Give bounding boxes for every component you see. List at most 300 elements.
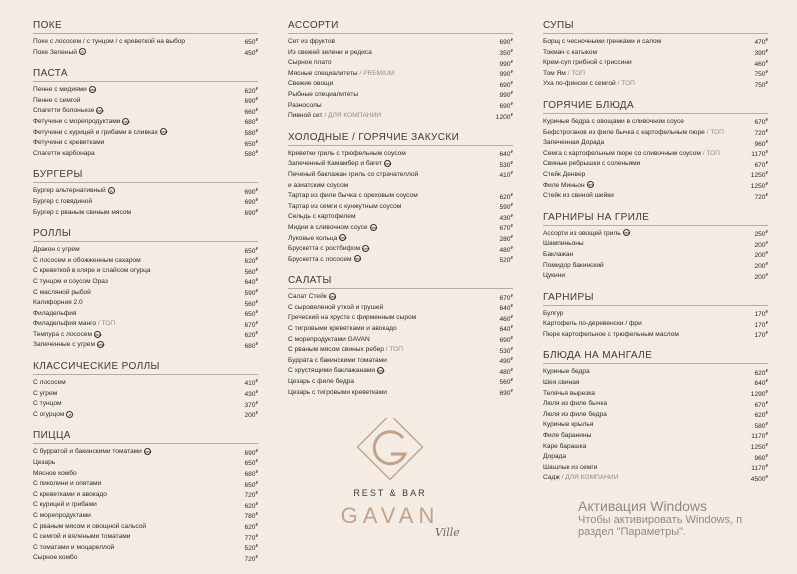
currency-sign: ₽ — [510, 233, 513, 239]
currency-sign: ₽ — [510, 244, 513, 250]
item-name-wrap — [288, 191, 483, 202]
vegan-icon: ⊘ — [66, 411, 73, 418]
currency-sign: ₽ — [510, 202, 513, 208]
item-name-wrap — [33, 186, 228, 197]
item-name: Рыбные специалитеты — [288, 90, 359, 98]
item-name-wrap — [33, 522, 228, 533]
section-title: РОЛЛЫ — [33, 228, 258, 242]
item-price — [228, 46, 258, 60]
currency-sign: ₽ — [765, 149, 768, 155]
currency-sign: ₽ — [765, 309, 768, 315]
item-name: С тигровыми креветками и авокадо — [288, 325, 397, 333]
price-value: 690 — [499, 390, 511, 398]
item-name-wrap — [288, 303, 483, 314]
currency-sign: ₽ — [255, 106, 258, 112]
item-name-wrap — [543, 261, 738, 272]
item-price — [738, 328, 768, 342]
item-name-wrap — [543, 309, 738, 320]
currency-sign: ₽ — [255, 500, 258, 506]
currency-sign: ₽ — [765, 319, 768, 325]
menu-item — [288, 159, 513, 170]
item-name: С морепродуктами — [33, 512, 91, 519]
item-name: и азиатским соусом — [288, 181, 349, 189]
menu-item — [288, 388, 513, 399]
item-name: Мясное комбо — [33, 469, 77, 477]
item-price — [228, 552, 258, 566]
item-name-wrap — [33, 410, 228, 421]
menu-item — [33, 399, 258, 410]
menu-item — [33, 511, 258, 522]
price-value: 200 — [754, 263, 766, 271]
item-name-wrap — [288, 335, 483, 346]
item-name-wrap — [288, 79, 483, 90]
item-name-wrap — [543, 58, 738, 69]
item-name-wrap — [543, 389, 738, 400]
watermark-line: раздел "Параметры". — [578, 526, 687, 538]
menu-item — [33, 256, 258, 267]
new-badge-icon: new — [587, 183, 595, 188]
currency-sign: ₽ — [765, 260, 768, 266]
menu-item — [33, 532, 258, 543]
currency-sign: ₽ — [255, 319, 258, 325]
price-value: 580 — [754, 423, 766, 431]
item-name: С томатами и моцареллой — [33, 543, 115, 551]
price-value: 430 — [244, 391, 256, 399]
item-name: Свежие овощи — [288, 80, 334, 88]
currency-sign: ₽ — [255, 85, 258, 91]
price-value: 1170 — [751, 151, 766, 159]
item-name-wrap — [543, 367, 738, 378]
item-name: Сет из фруктов — [288, 38, 335, 45]
price-value: 690 — [244, 199, 256, 207]
menu-item — [33, 186, 258, 197]
menu-item — [33, 543, 258, 554]
item-name: С пиколини и опятами — [33, 480, 102, 488]
item-name-wrap — [288, 181, 483, 192]
item-name-wrap — [543, 37, 738, 48]
menu-item — [33, 458, 258, 469]
menu-item — [543, 149, 768, 160]
menu-item — [543, 431, 768, 442]
item-name: Темпура с лососем — [33, 330, 93, 338]
new-badge-icon: new — [98, 343, 105, 348]
vegan-icon: ⊘ — [79, 48, 86, 55]
item-name: С сыровяленой уткой и грушей — [288, 303, 384, 311]
watermark-title: Активация Windows — [578, 498, 708, 514]
menu-item — [543, 79, 768, 90]
currency-sign: ₽ — [255, 277, 258, 283]
menu-item — [288, 356, 513, 367]
item-name-wrap — [33, 479, 228, 490]
item-name: Цезарь с филе бедра — [288, 378, 355, 386]
currency-sign: ₽ — [510, 37, 513, 43]
menu-item — [543, 319, 768, 330]
item-name-wrap — [543, 452, 738, 463]
currency-sign: ₽ — [255, 479, 258, 485]
new-badge-icon: new — [95, 332, 102, 337]
price-value: 640 — [499, 305, 511, 313]
currency-sign: ₽ — [510, 345, 513, 351]
item-name-wrap — [288, 345, 483, 356]
price-value: 4500 — [750, 476, 766, 483]
item-name-wrap — [33, 256, 228, 267]
item-name: С креветками и авокадо — [33, 490, 107, 498]
item-price — [483, 110, 513, 124]
item-tag: / ТОП — [615, 80, 635, 88]
item-name: Сырное плато — [288, 59, 332, 67]
currency-sign: ₽ — [765, 239, 768, 245]
currency-sign: ₽ — [510, 223, 513, 229]
menu-item — [288, 37, 513, 48]
item-tag: / ТОП — [704, 128, 724, 136]
menu-item — [33, 48, 258, 59]
item-name: Сельдь с картофелем — [288, 213, 356, 221]
price-value: 350 — [499, 50, 511, 58]
price-value: 720 — [244, 492, 256, 500]
currency-sign: ₽ — [255, 522, 258, 527]
item-name-wrap — [33, 277, 228, 288]
section-title: ГАРНИРЫ НА ГРИЛЕ — [543, 212, 768, 226]
item-name-wrap — [288, 244, 483, 255]
menu-item — [33, 330, 258, 341]
price-value: 530 — [499, 347, 511, 355]
price-value: 750 — [754, 71, 766, 79]
vegan-icon: ⊘ — [108, 187, 115, 194]
item-name-wrap — [288, 223, 483, 234]
item-name: Люля из филе бедра — [543, 410, 607, 418]
logo-script: Ville — [435, 526, 460, 539]
item-name: Куриные крылья — [543, 421, 594, 429]
price-value: 460 — [754, 60, 766, 68]
currency-sign: ₽ — [255, 256, 258, 262]
menu-item — [543, 128, 768, 139]
currency-sign: ₽ — [765, 48, 768, 53]
item-tag: / ТОП — [565, 69, 585, 77]
menu-item — [288, 345, 513, 356]
item-tag: / ДЛЯ КОМПАНИИ — [322, 112, 382, 120]
price-value: 720 — [754, 130, 766, 138]
item-name-wrap — [288, 202, 483, 213]
item-name-wrap — [288, 377, 483, 388]
price-value: 720 — [244, 555, 256, 563]
currency-sign: ₽ — [510, 111, 513, 117]
menu-item — [33, 490, 258, 501]
item-name: С лососем — [33, 379, 66, 387]
currency-sign: ₽ — [255, 490, 258, 496]
item-name: Борщ с чесночными гренками и салом — [543, 38, 662, 45]
item-name-wrap — [543, 271, 738, 282]
menu-item — [543, 138, 768, 149]
item-name-wrap — [288, 58, 483, 69]
menu-item — [543, 367, 768, 378]
price-value: 560 — [244, 268, 256, 276]
currency-sign: ₽ — [255, 245, 258, 251]
menu-item — [543, 399, 768, 410]
item-name: Уха по-фински с семгой — [543, 80, 616, 88]
item-name-wrap — [33, 266, 228, 277]
menu-item — [33, 208, 258, 219]
price-value: 690 — [499, 337, 511, 345]
item-name-wrap — [288, 313, 483, 324]
currency-sign: ₽ — [765, 180, 768, 186]
item-name-wrap — [33, 149, 228, 160]
price-value: 690 — [499, 103, 511, 111]
item-price — [483, 253, 513, 267]
item-price — [228, 206, 258, 220]
price-value: 680 — [244, 119, 256, 127]
item-name: Шашлык из семги — [543, 463, 598, 471]
new-badge-icon: new — [97, 109, 104, 114]
item-name-wrap — [33, 288, 228, 299]
price-value: 1250 — [750, 172, 766, 180]
menu-item — [543, 170, 768, 181]
menu-item — [543, 48, 768, 59]
new-badge-icon: new — [384, 162, 392, 167]
menu-item — [33, 138, 258, 149]
item-name: Том Ям — [543, 69, 566, 77]
menu-section — [288, 275, 513, 398]
item-name-wrap — [33, 543, 228, 554]
item-name-wrap — [288, 255, 483, 266]
menu-item — [543, 261, 768, 272]
item-price — [483, 168, 513, 182]
currency-sign: ₽ — [510, 100, 513, 106]
price-value: 1250 — [750, 183, 766, 191]
currency-sign: ₽ — [765, 69, 768, 75]
menu-section — [288, 132, 513, 266]
menu-item — [33, 500, 258, 511]
item-name: Фетучини с креветками — [33, 139, 105, 147]
price-value: 560 — [244, 300, 256, 308]
item-name: С рваным мясом и овощной сальсой — [33, 522, 147, 530]
price-value: 620 — [754, 370, 766, 378]
menu-item — [288, 202, 513, 213]
price-value: 690 — [499, 81, 511, 89]
item-price — [738, 270, 768, 284]
menu-item — [33, 479, 258, 490]
currency-sign: ₽ — [510, 212, 513, 218]
currency-sign: ₽ — [255, 96, 258, 102]
menu-item — [288, 90, 513, 101]
currency-sign: ₽ — [510, 159, 513, 165]
item-name: С хрустящими баклажанами — [288, 367, 376, 375]
menu-item — [288, 212, 513, 223]
section-title: БУРГЕРЫ — [33, 169, 258, 183]
price-value: 200 — [754, 252, 766, 260]
price-value: 640 — [499, 326, 511, 334]
item-name: Помидор бакинский — [543, 261, 604, 269]
price-value: 590 — [244, 290, 256, 298]
menu-item — [33, 128, 258, 139]
price-value: 650 — [244, 140, 256, 148]
item-name: Поке с лососем / с тунцом / с креветкой на выбор — [33, 38, 186, 45]
item-name-wrap — [543, 473, 738, 484]
price-value: 690 — [244, 210, 256, 218]
item-name: Токмач с катыком — [543, 48, 597, 56]
currency-sign: ₽ — [510, 292, 513, 298]
price-value: 480 — [499, 369, 511, 377]
currency-sign: ₽ — [765, 159, 768, 165]
price-value: 450 — [244, 50, 256, 58]
item-name-wrap — [33, 85, 228, 96]
menu-item — [33, 553, 258, 564]
item-name: Семга с картофельным пюре со сливочным соусом — [543, 149, 701, 157]
menu-item — [543, 250, 768, 261]
item-name: Шампиньоны — [543, 240, 584, 248]
currency-sign: ₽ — [255, 287, 258, 293]
menu-item — [543, 410, 768, 421]
menu-item — [543, 389, 768, 400]
item-name-wrap — [33, 490, 228, 501]
currency-sign: ₽ — [765, 367, 768, 373]
price-value: 960 — [754, 454, 766, 462]
menu-item — [288, 223, 513, 234]
item-name-wrap — [33, 340, 228, 351]
item-name: Мясные специалитеты — [288, 69, 358, 77]
logo-subtitle: REST & BAR — [353, 488, 427, 498]
menu-item — [33, 410, 258, 421]
menu-item — [543, 239, 768, 250]
section-title: КЛАССИЧЕСКИЕ РОЛЛЫ — [33, 361, 258, 375]
menu-item — [288, 255, 513, 266]
price-value: 650 — [244, 39, 256, 47]
item-name-wrap — [288, 366, 483, 377]
menu-section — [33, 68, 258, 159]
item-name: Ассорти из овощей гриль — [543, 229, 621, 237]
new-badge-icon: new — [623, 231, 631, 236]
price-value: 620 — [244, 332, 256, 340]
price-value: 170 — [754, 321, 766, 329]
menu-item — [543, 420, 768, 431]
price-value: 670 — [499, 225, 511, 233]
price-value: 680 — [244, 343, 256, 351]
menu-section — [33, 169, 258, 218]
price-value: 670 — [754, 401, 766, 409]
item-name-wrap — [33, 309, 228, 320]
price-value: 1200 — [495, 113, 511, 121]
menu-item — [33, 522, 258, 533]
item-name-wrap — [543, 442, 738, 453]
item-name-wrap — [543, 250, 738, 261]
price-value: 410 — [499, 172, 511, 180]
currency-sign: ₽ — [765, 138, 768, 144]
item-name-wrap — [288, 324, 483, 335]
section-title: ГАРНИРЫ — [543, 292, 768, 306]
menu-item — [288, 366, 513, 377]
item-name-wrap — [543, 117, 738, 128]
currency-sign: ₽ — [510, 377, 513, 383]
item-name-wrap — [288, 69, 483, 80]
section-title: ПАСТА — [33, 68, 258, 82]
menu-section — [33, 430, 258, 564]
currency-sign: ₽ — [255, 149, 258, 155]
menu-item — [33, 277, 258, 288]
menu-column-left — [33, 20, 258, 574]
menu-item — [543, 452, 768, 463]
item-name-wrap — [543, 159, 738, 170]
item-name: Стейк из свиной шейки — [543, 192, 614, 200]
price-value: 1250 — [750, 444, 766, 452]
item-name: Буррата с бакинскими томатами — [288, 356, 387, 364]
item-name: Дорада — [543, 453, 567, 461]
item-name: Креветки гриль с трюфельным соусом — [288, 149, 406, 157]
item-name: С семгой и вялеными томатами — [33, 533, 131, 541]
price-value: 200 — [244, 412, 256, 420]
currency-sign: ₽ — [765, 410, 768, 416]
item-name-wrap — [33, 197, 228, 208]
menu-item — [288, 303, 513, 314]
new-badge-icon: new — [144, 450, 152, 455]
menu-section — [33, 228, 258, 351]
currency-sign: ₽ — [510, 255, 513, 261]
currency-sign: ₽ — [255, 197, 258, 203]
item-name: Спагетти болоньезе — [33, 107, 95, 115]
item-name: Пивной сет — [288, 112, 323, 120]
menu-item — [543, 191, 768, 202]
price-value: 750 — [754, 81, 766, 89]
item-name-wrap — [288, 48, 483, 59]
menu-item — [33, 309, 258, 320]
menu-column-right — [543, 20, 768, 494]
item-name: Сырное комбо — [33, 554, 78, 562]
menu-item — [543, 473, 768, 484]
new-badge-icon: new — [363, 246, 370, 251]
currency-sign: ₽ — [510, 90, 513, 96]
new-badge-icon: new — [123, 119, 130, 124]
item-tag: / ТОП — [700, 149, 720, 157]
currency-sign: ₽ — [255, 298, 258, 304]
item-name-wrap — [33, 389, 228, 400]
item-name-wrap — [288, 90, 483, 101]
currency-sign: ₽ — [510, 313, 513, 319]
currency-sign: ₽ — [510, 48, 513, 53]
item-name: Калифорния 2.0 — [33, 299, 83, 307]
new-badge-icon: new — [378, 369, 385, 374]
price-value: 650 — [244, 460, 256, 468]
price-value: 480 — [499, 246, 511, 254]
price-value: 390 — [754, 50, 766, 58]
price-value: 170 — [754, 311, 766, 319]
price-value: 690 — [499, 39, 511, 47]
item-name-wrap — [33, 319, 228, 330]
item-name: Греческий на хрусте с фирменным сыром — [288, 314, 417, 322]
price-value: 640 — [754, 380, 766, 388]
currency-sign: ₽ — [255, 207, 258, 213]
item-name-wrap — [543, 149, 738, 160]
menu-item — [288, 101, 513, 112]
currency-sign: ₽ — [255, 469, 258, 475]
menu-item — [288, 324, 513, 335]
item-name: Филадельфия — [33, 309, 77, 317]
new-badge-icon: new — [329, 295, 337, 300]
item-name: Пенне с семгой — [33, 96, 81, 104]
item-name-wrap — [33, 298, 228, 309]
item-name: Запеченные с угрем — [33, 341, 95, 349]
menu-item — [288, 377, 513, 388]
currency-sign: ₽ — [510, 303, 513, 309]
item-name: Шея свиная — [543, 379, 580, 387]
item-name-wrap — [288, 292, 483, 303]
menu-item — [33, 389, 258, 400]
price-value: 660 — [244, 108, 256, 116]
menu-section — [33, 361, 258, 420]
currency-sign: ₽ — [765, 389, 768, 395]
price-value: 580 — [244, 151, 256, 159]
item-name: Цезарь с тигровыми креветками — [288, 388, 387, 396]
item-name-wrap — [33, 106, 228, 117]
menu-item — [288, 292, 513, 303]
menu-column-center — [288, 20, 513, 408]
